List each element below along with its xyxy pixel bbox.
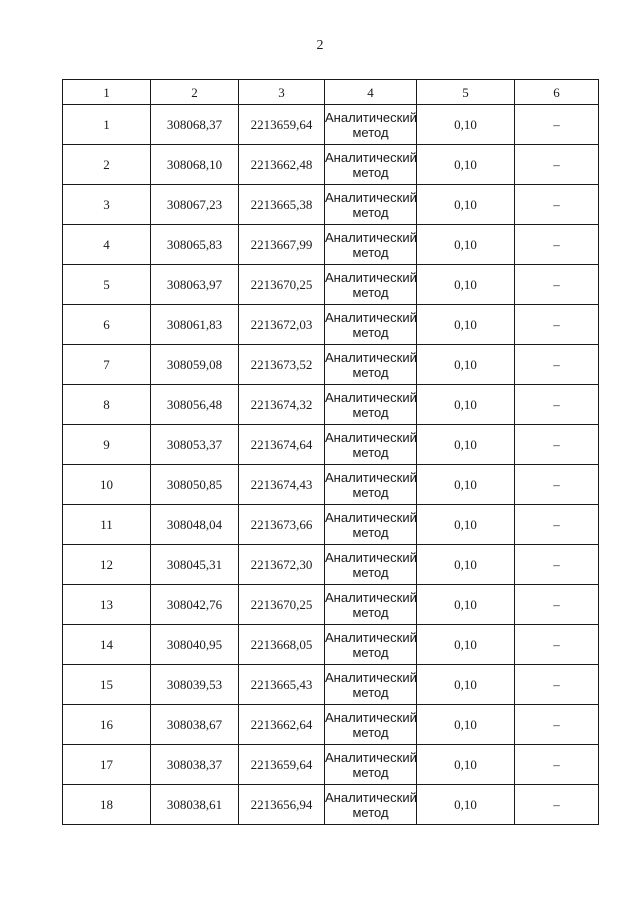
method-line-2: метод — [352, 364, 389, 380]
cell-y: 2213673,52 — [239, 345, 325, 385]
cell-method — [325, 225, 417, 265]
table-row — [63, 305, 599, 345]
table-row — [63, 345, 599, 385]
cell-accuracy: 0,10 — [417, 545, 515, 585]
cell-accuracy: 0,10 — [417, 465, 515, 505]
cell-accuracy: 0,10 — [417, 505, 515, 545]
header-cell-2: 2 — [151, 80, 239, 105]
cell-num: 5 — [63, 265, 151, 305]
table-row — [63, 545, 599, 585]
method-line-1: Аналитический — [325, 749, 417, 765]
cell-accuracy: 0,10 — [417, 265, 515, 305]
table-row — [63, 625, 599, 665]
cell-x: 308067,23 — [151, 185, 239, 225]
cell-note: – — [515, 225, 599, 265]
table-row — [63, 705, 599, 745]
cell-accuracy: 0,10 — [417, 745, 515, 785]
cell-method — [325, 385, 417, 425]
cell-note: – — [515, 705, 599, 745]
cell-method — [325, 465, 417, 505]
cell-note: – — [515, 305, 599, 345]
cell-method — [325, 585, 417, 625]
cell-note: – — [515, 145, 599, 185]
method-line-2: метод — [352, 124, 389, 140]
method-line-2: метод — [352, 244, 389, 260]
cell-method — [325, 105, 417, 145]
cell-x: 308059,08 — [151, 345, 239, 385]
cell-num: 4 — [63, 225, 151, 265]
cell-method — [325, 745, 417, 785]
cell-method — [325, 265, 417, 305]
method-line-2: метод — [352, 804, 389, 820]
cell-method — [325, 145, 417, 185]
table-row — [63, 425, 599, 465]
method-line-1: Аналитический — [325, 109, 417, 125]
method-line-2: метод — [352, 484, 389, 500]
method-line-1: Аналитический — [325, 549, 417, 565]
cell-accuracy: 0,10 — [417, 185, 515, 225]
method-line-2: метод — [352, 324, 389, 340]
header-row — [63, 80, 599, 105]
cell-num: 6 — [63, 305, 151, 345]
cell-x: 308068,10 — [151, 145, 239, 185]
cell-note: – — [515, 585, 599, 625]
cell-num: 1 — [63, 105, 151, 145]
method-line-1: Аналитический — [325, 429, 417, 445]
method-line-2: метод — [352, 164, 389, 180]
cell-y: 2213674,64 — [239, 425, 325, 465]
cell-num: 2 — [63, 145, 151, 185]
method-line-2: метод — [352, 444, 389, 460]
cell-y: 2213659,64 — [239, 745, 325, 785]
cell-method — [325, 185, 417, 225]
cell-num: 15 — [63, 665, 151, 705]
cell-num: 3 — [63, 185, 151, 225]
cell-num: 16 — [63, 705, 151, 745]
method-line-2: метод — [352, 684, 389, 700]
table-row — [63, 105, 599, 145]
cell-x: 308061,83 — [151, 305, 239, 345]
method-line-2: метод — [352, 604, 389, 620]
cell-note: – — [515, 505, 599, 545]
cell-y: 2213674,32 — [239, 385, 325, 425]
cell-method — [325, 425, 417, 465]
cell-note: – — [515, 785, 599, 825]
cell-y: 2213665,38 — [239, 185, 325, 225]
cell-method — [325, 625, 417, 665]
cell-accuracy: 0,10 — [417, 225, 515, 265]
header-cell-3: 3 — [239, 80, 325, 105]
cell-num: 14 — [63, 625, 151, 665]
method-line-1: Аналитический — [325, 229, 417, 245]
cell-x: 308045,31 — [151, 545, 239, 585]
cell-x: 308038,67 — [151, 705, 239, 745]
cell-y: 2213672,03 — [239, 305, 325, 345]
method-line-1: Аналитический — [325, 669, 417, 685]
cell-num: 13 — [63, 585, 151, 625]
method-line-2: метод — [352, 524, 389, 540]
method-line-1: Аналитический — [325, 349, 417, 365]
cell-accuracy: 0,10 — [417, 345, 515, 385]
table-row — [63, 385, 599, 425]
header-cell-4: 4 — [325, 80, 417, 105]
cell-num: 10 — [63, 465, 151, 505]
cell-accuracy: 0,10 — [417, 105, 515, 145]
table-row — [63, 145, 599, 185]
cell-accuracy: 0,10 — [417, 305, 515, 345]
method-line-1: Аналитический — [325, 709, 417, 725]
cell-x: 308053,37 — [151, 425, 239, 465]
cell-method — [325, 705, 417, 745]
page-number: 2 — [316, 38, 324, 53]
table-row — [63, 185, 599, 225]
header-cell-1: 1 — [63, 80, 151, 105]
method-line-2: метод — [352, 764, 389, 780]
method-line-1: Аналитический — [325, 149, 417, 165]
cell-y: 2213665,43 — [239, 665, 325, 705]
method-line-2: метод — [352, 724, 389, 740]
cell-y: 2213674,43 — [239, 465, 325, 505]
cell-num: 12 — [63, 545, 151, 585]
cell-y: 2213670,25 — [239, 265, 325, 305]
method-line-1: Аналитический — [325, 469, 417, 485]
method-line-1: Аналитический — [325, 589, 417, 605]
cell-num: 9 — [63, 425, 151, 465]
cell-note: – — [515, 425, 599, 465]
cell-num: 17 — [63, 745, 151, 785]
table-header — [63, 80, 599, 105]
cell-x: 308068,37 — [151, 105, 239, 145]
cell-method — [325, 785, 417, 825]
cell-method — [325, 545, 417, 585]
cell-note: – — [515, 465, 599, 505]
cell-y: 2213672,30 — [239, 545, 325, 585]
header-cell-6: 6 — [515, 80, 599, 105]
table-row — [63, 505, 599, 545]
method-line-1: Аналитический — [325, 309, 417, 325]
cell-note: – — [515, 105, 599, 145]
method-line-2: метод — [352, 284, 389, 300]
cell-note: – — [515, 265, 599, 305]
cell-y: 2213659,64 — [239, 105, 325, 145]
table-row — [63, 265, 599, 305]
cell-accuracy: 0,10 — [417, 665, 515, 705]
table-row — [63, 465, 599, 505]
cell-y: 2213670,25 — [239, 585, 325, 625]
method-line-2: метод — [352, 564, 389, 580]
method-line-2: метод — [352, 644, 389, 660]
cell-num: 11 — [63, 505, 151, 545]
cell-x: 308050,85 — [151, 465, 239, 505]
cell-x: 308038,37 — [151, 745, 239, 785]
table-row — [63, 745, 599, 785]
cell-x: 308048,04 — [151, 505, 239, 545]
cell-accuracy: 0,10 — [417, 705, 515, 745]
cell-accuracy: 0,10 — [417, 785, 515, 825]
cell-x: 308040,95 — [151, 625, 239, 665]
cell-note: – — [515, 625, 599, 665]
method-line-1: Аналитический — [325, 389, 417, 405]
cell-y: 2213668,05 — [239, 625, 325, 665]
method-line-1: Аналитический — [325, 269, 417, 285]
cell-method — [325, 345, 417, 385]
coordinates-table — [62, 79, 599, 825]
cell-x: 308042,76 — [151, 585, 239, 625]
cell-y: 2213662,48 — [239, 145, 325, 185]
cell-note: – — [515, 385, 599, 425]
cell-accuracy: 0,10 — [417, 425, 515, 465]
cell-x: 308039,53 — [151, 665, 239, 705]
cell-method — [325, 305, 417, 345]
cell-note: – — [515, 545, 599, 585]
cell-num: 7 — [63, 345, 151, 385]
cell-x: 308056,48 — [151, 385, 239, 425]
table-body — [63, 105, 599, 825]
cell-num: 18 — [63, 785, 151, 825]
cell-note: – — [515, 345, 599, 385]
cell-y: 2213656,94 — [239, 785, 325, 825]
method-line-1: Аналитический — [325, 789, 417, 805]
cell-x: 308065,83 — [151, 225, 239, 265]
cell-num: 8 — [63, 385, 151, 425]
table-row — [63, 665, 599, 705]
method-line-1: Аналитический — [325, 509, 417, 525]
method-line-1: Аналитический — [325, 629, 417, 645]
header-cell-5: 5 — [417, 80, 515, 105]
cell-note: – — [515, 745, 599, 785]
cell-x: 308038,61 — [151, 785, 239, 825]
cell-method — [325, 665, 417, 705]
table-row — [63, 225, 599, 265]
method-line-2: метод — [352, 204, 389, 220]
table-row — [63, 785, 599, 825]
table-row — [63, 585, 599, 625]
cell-note: – — [515, 665, 599, 705]
cell-y: 2213662,64 — [239, 705, 325, 745]
method-line-2: метод — [352, 404, 389, 420]
method-line-1: Аналитический — [325, 189, 417, 205]
cell-accuracy: 0,10 — [417, 625, 515, 665]
cell-accuracy: 0,10 — [417, 145, 515, 185]
cell-method — [325, 505, 417, 545]
cell-accuracy: 0,10 — [417, 385, 515, 425]
cell-y: 2213667,99 — [239, 225, 325, 265]
cell-x: 308063,97 — [151, 265, 239, 305]
cell-y: 2213673,66 — [239, 505, 325, 545]
cell-note: – — [515, 185, 599, 225]
cell-accuracy: 0,10 — [417, 585, 515, 625]
